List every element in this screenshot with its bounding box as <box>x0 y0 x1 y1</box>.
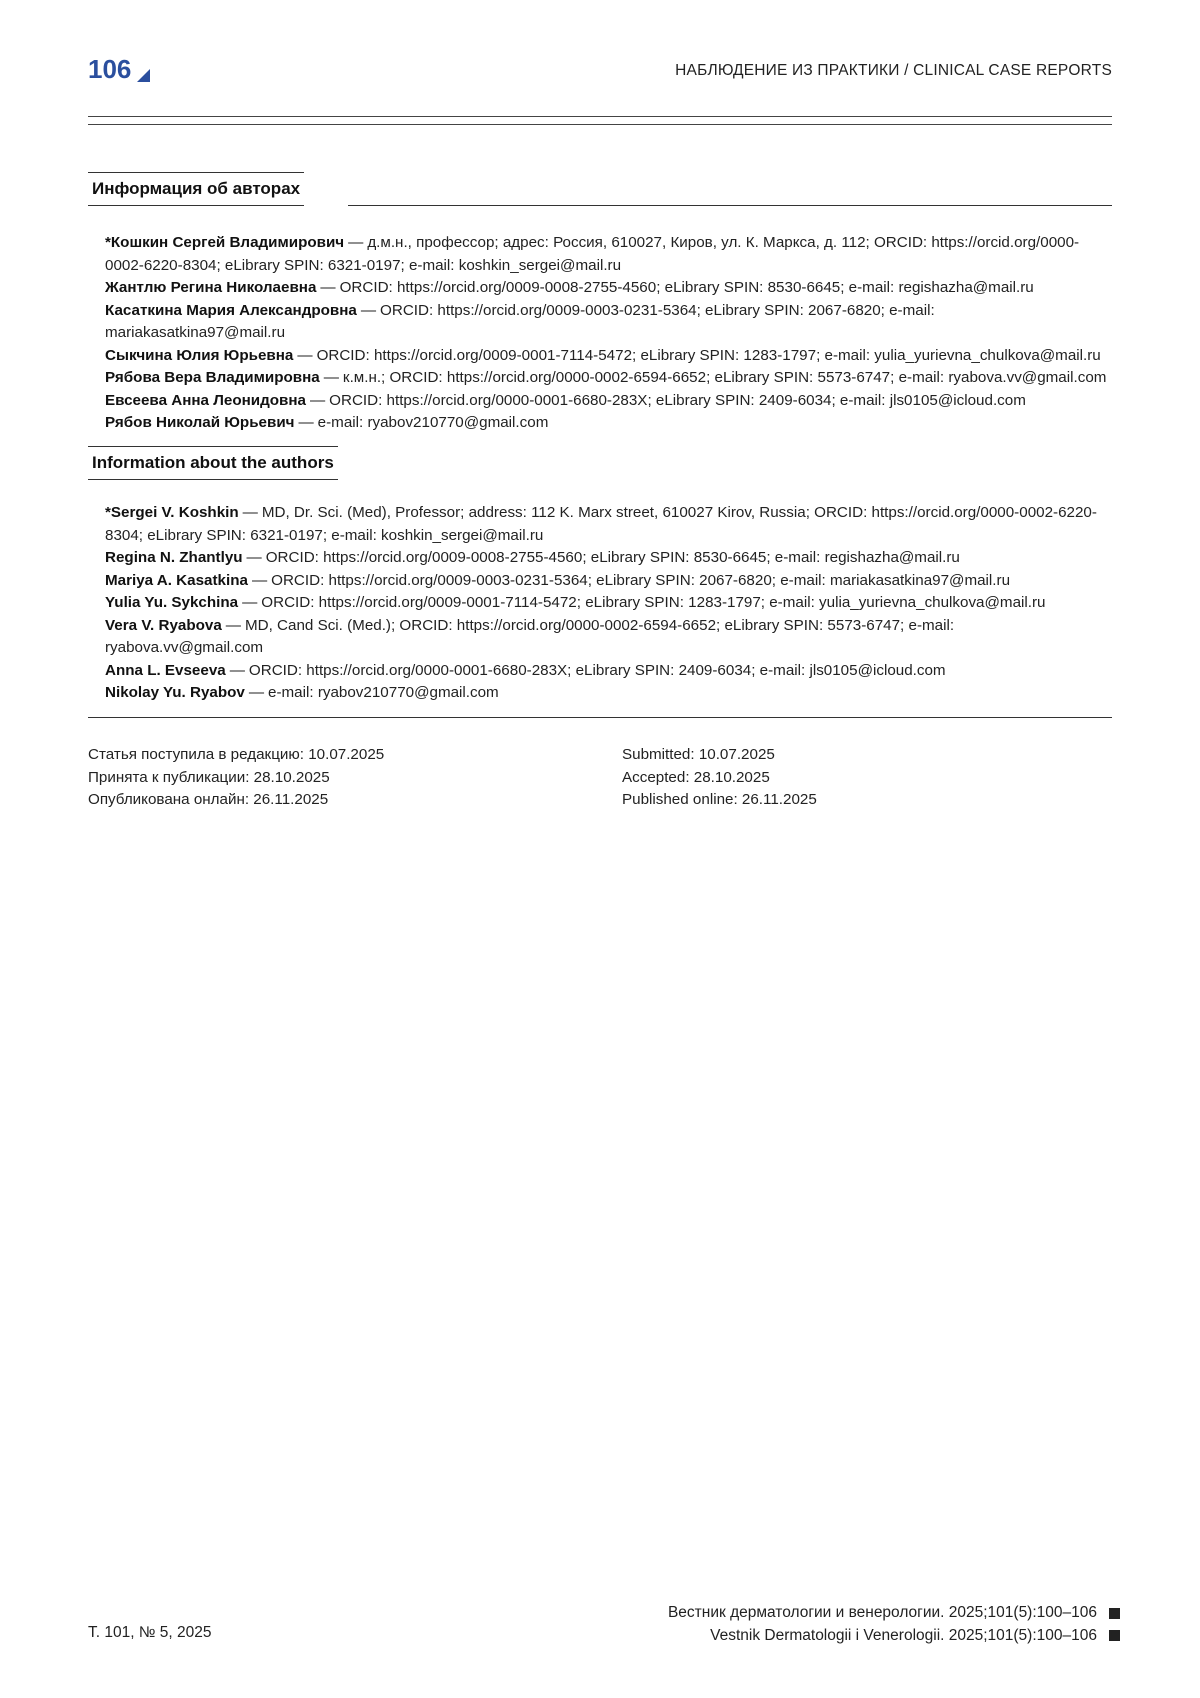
separator: — <box>320 279 336 296</box>
author-details: e-mail: ryabov210770@gmail.com <box>268 684 499 701</box>
dates-ru <box>88 744 384 812</box>
author-entry <box>105 502 1112 547</box>
running-title: НАБЛЮДЕНИЕ ИЗ ПРАКТИКИ / CLINICAL CASE REPORTS <box>675 62 1112 79</box>
dates-divider <box>88 717 1112 718</box>
author-details: ORCID: https://orcid.org/0000-0001-6680-283X; eLibrary SPIN: 2409-6034; e-mail: jls0105@icloud.com <box>248 661 946 679</box>
date-accepted-ru: Принята к публикации: 28.10.2025 <box>88 768 330 786</box>
separator: — <box>242 504 258 521</box>
separator: — <box>323 369 339 386</box>
author-entry <box>105 277 1112 300</box>
footer-journal-en-line <box>668 1625 1120 1648</box>
separator: — <box>229 661 245 679</box>
footer-journal <box>668 1602 1120 1647</box>
separator: — <box>298 414 314 431</box>
separator: — <box>225 616 241 634</box>
author-name: Yulia Yu. Sykchina <box>105 594 239 611</box>
author-entry <box>105 390 1112 413</box>
section-title-en: Information about the authors <box>88 446 338 480</box>
authors-list-ru <box>105 232 1112 435</box>
author-entry <box>105 570 1112 593</box>
dates-en <box>622 744 817 812</box>
author-details: ORCID: https://orcid.org/0009-0008-2755-4560; eLibrary SPIN: 8530-6645; e-mail: regishazha@mail.ru <box>265 549 960 566</box>
separator: — <box>309 391 326 409</box>
header-double-rule <box>88 116 1112 125</box>
author-details: ORCID: https://orcid.org/0009-0001-7114-5472; eLibrary SPIN: 1283-1797; e-mail: yulia_yurievna_chulkova@mail.ru <box>316 346 1101 364</box>
corner-triangle-icon <box>137 69 150 82</box>
footer-journal-ru-line <box>668 1602 1120 1625</box>
author-name: Жантлю Регина Николаевна <box>105 279 317 296</box>
author-entry <box>105 682 1112 705</box>
author-entry <box>105 615 1112 660</box>
journal-citation-ru: Вестник дерматологии и венерологии. 2025;101(5):100–106 <box>667 1604 1097 1621</box>
author-name: Евсеева Анна Леонидовна <box>105 391 306 409</box>
author-name: Nikolay Yu. Ryabov <box>105 684 245 701</box>
section-title-ru: Информация об авторах <box>88 172 304 206</box>
author-entry <box>105 660 1112 683</box>
author-entry <box>105 345 1112 368</box>
author-details: ORCID: https://orcid.org/0000-0001-6680-283X; eLibrary SPIN: 2409-6034; e-mail: jls0105@icloud.com <box>329 391 1026 409</box>
author-name: Mariya A. Kasatkina <box>105 571 248 589</box>
author-details: ORCID: https://orcid.org/0009-0003-0231-5364; eLibrary SPIN: 2067-6820; e-mail: mariakasatkina97@mail.ru <box>271 571 1011 589</box>
author-details: д.м.н., профессор; адрес: Россия, 610027, Киров, ул. К. Маркса, д. 112; ORCID: https://orcid.org/0000-0002-6220-8304; eLibrary SPIN: 6321-0197; e-mail: koshkin_sergei@mail.ru <box>105 234 1080 274</box>
authors-list-en <box>105 502 1112 705</box>
page-number-text: 106 <box>88 54 132 84</box>
separator: — <box>360 301 377 319</box>
square-bullet-icon <box>1109 1608 1120 1619</box>
author-details: MD, Cand Sci. (Med.); ORCID: https://orcid.org/0000-0002-6594-6652; eLibrary SPIN: 5573-6747; e-mail: ryabova.vv@gmail.com <box>105 616 955 656</box>
section-heading-en <box>88 446 1112 480</box>
author-details: ORCID: https://orcid.org/0009-0008-2755-4560; eLibrary SPIN: 8530-6645; e-mail: regishazha@mail.ru <box>339 279 1034 296</box>
author-entry <box>105 592 1112 615</box>
author-entry <box>105 300 1112 345</box>
author-details: MD, Dr. Sci. (Med), Professor; address: 112 K. Marx street, 610027 Kirov, Russia; ORCID: https://orcid.org/0000-0002-6220-8304; eLibrary SPIN: 6321-0197; e-mail: koshkin_sergei@mail.ru <box>105 504 1097 544</box>
separator: — <box>297 346 313 364</box>
author-name: Касаткина Мария Александровна <box>105 301 357 319</box>
separator: — <box>251 571 268 589</box>
author-name: Рябова Вера Владимировна <box>105 369 320 386</box>
author-name: Regina N. Zhantlyu <box>105 549 243 566</box>
footer-volume: Т. 101, № 5, 2025 <box>88 1624 212 1641</box>
page-number <box>88 54 150 85</box>
author-name: Сыкчина Юлия Юрьевна <box>105 346 294 364</box>
journal-citation-en: Vestnik Dermatologii i Venerologii. 2025;101(5):100–106 <box>710 1626 1097 1644</box>
author-entry <box>105 547 1112 570</box>
separator: — <box>248 684 265 701</box>
date-published-ru: Опубликована онлайн: 26.11.2025 <box>88 791 329 808</box>
separator: — <box>246 549 262 566</box>
author-entry <box>105 232 1112 277</box>
author-details: ORCID: https://orcid.org/0009-0003-0231-5364; eLibrary SPIN: 2067-6820; e-mail: mariakasatkina97@mail.ru <box>105 301 935 341</box>
date-accepted-en: Accepted: 28.10.2025 <box>622 768 770 786</box>
date-published-en: Published online: 26.11.2025 <box>622 791 817 808</box>
separator: — <box>242 594 258 611</box>
author-details: e-mail: ryabov210770@gmail.com <box>317 414 549 431</box>
author-details: к.м.н.; ORCID: https://orcid.org/0000-0002-6594-6652; eLibrary SPIN: 5573-6747; e-mail: ryabova.vv@gmail.com <box>342 369 1107 386</box>
author-entry <box>105 367 1112 390</box>
author-name: Vera V. Ryabova <box>105 616 222 634</box>
square-bullet-icon <box>1109 1630 1120 1641</box>
separator: — <box>348 234 364 251</box>
author-details: ORCID: https://orcid.org/0009-0001-7114-5472; eLibrary SPIN: 1283-1797; e-mail: yulia_yurievna_chulkova@mail.ru <box>261 594 1046 611</box>
section-heading-ru <box>88 172 1112 206</box>
author-entry <box>105 412 1112 435</box>
date-submitted-ru: Статья поступила в редакцию: 10.07.2025 <box>88 746 385 763</box>
author-name: *Sergei V. Koshkin <box>105 504 239 521</box>
author-name: *Кошкин Сергей Владимирович <box>105 234 345 251</box>
author-name: Рябов Николай Юрьевич <box>105 414 295 431</box>
section-divider-ru <box>348 205 1112 206</box>
author-name: Anna L. Evseeva <box>105 661 226 679</box>
date-submitted-en: Submitted: 10.07.2025 <box>622 746 775 763</box>
page-header <box>88 54 1112 84</box>
